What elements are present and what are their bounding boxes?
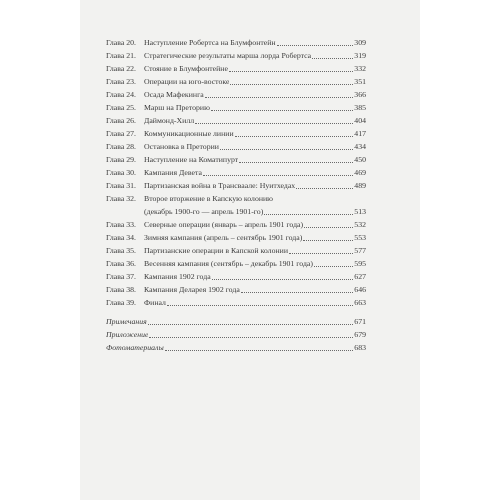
dot-leader <box>235 136 354 137</box>
dot-leader <box>296 188 353 189</box>
page-number: 404 <box>354 116 366 125</box>
page-number: 332 <box>354 64 366 73</box>
page-number: 577 <box>354 246 366 255</box>
toc-entry-ch36 <box>106 257 366 270</box>
dot-leader <box>195 123 353 124</box>
chapter-title: Весенняя кампания (сентябрь – декабрь 1901 года) <box>144 259 313 268</box>
dot-leader <box>229 71 353 72</box>
dot-leader <box>149 337 353 338</box>
chapter-number: Глава 37. <box>106 272 137 281</box>
dot-leader <box>239 162 353 163</box>
chapter-number: Глава 29. <box>106 155 137 164</box>
page-number: 469 <box>354 168 366 177</box>
page-number: 663 <box>354 298 366 307</box>
dot-leader <box>314 266 353 267</box>
toc-entry-ch23 <box>106 75 366 88</box>
page-number: 366 <box>354 90 366 99</box>
page-number: 671 <box>354 317 366 326</box>
toc-entry-ch38 <box>106 283 366 296</box>
page-number: 646 <box>354 285 366 294</box>
toc-entry-ch32-line1 <box>106 192 366 205</box>
dot-leader <box>203 175 353 176</box>
toc-entry-ch29 <box>106 153 366 166</box>
chapter-number: Глава 28. <box>106 142 137 151</box>
page-number: 627 <box>354 272 366 281</box>
chapter-number: Глава 35. <box>106 246 137 255</box>
toc-entry-ch32-line2 <box>106 205 366 218</box>
dot-leader <box>304 227 353 228</box>
chapter-title: Зимняя кампания (апрель – сентябрь 1901 года) <box>144 233 303 242</box>
page-number: 595 <box>354 259 366 268</box>
dot-leader <box>205 97 354 98</box>
chapter-number: Глава 31. <box>106 181 137 190</box>
toc-entry-photos <box>106 341 366 354</box>
chapter-number: Глава 23. <box>106 77 137 86</box>
dot-leader <box>220 149 353 150</box>
page-number: 434 <box>354 142 366 151</box>
toc-entry-ch39 <box>106 296 366 309</box>
book-page <box>80 0 420 500</box>
chapter-title: Партизанские операции в Капской колонии <box>144 246 288 255</box>
toc-entry-notes <box>106 315 366 328</box>
chapter-number: Глава 20. <box>106 38 137 47</box>
page-number: 679 <box>354 330 366 339</box>
chapter-number: Глава 39. <box>106 298 137 307</box>
page-number: 683 <box>354 343 366 352</box>
page-number: 513 <box>354 207 366 216</box>
page-number: 319 <box>354 51 366 60</box>
table-of-contents <box>106 36 366 354</box>
chapter-number: Глава 27. <box>106 129 137 138</box>
toc-entry-ch21 <box>106 49 366 62</box>
back-matter-title: Приложение <box>106 330 149 339</box>
chapter-title: Кампания Деларея 1902 года <box>144 285 240 294</box>
chapter-title: Стратегические результаты марша лорда Робертса <box>144 51 312 60</box>
back-matter-title: Примечания <box>106 317 147 326</box>
chapter-title: Марш на Преторию <box>144 103 210 112</box>
chapter-number: Глава 22. <box>106 64 137 73</box>
dot-leader <box>230 84 353 85</box>
page-number: 309 <box>354 38 366 47</box>
chapter-title: Даймонд-Хилл <box>144 116 195 125</box>
dot-leader <box>241 292 354 293</box>
chapter-number: Глава 30. <box>106 168 137 177</box>
page-number: 450 <box>354 155 366 164</box>
chapter-title: Остановка в Претории <box>144 142 219 151</box>
dot-leader <box>212 279 354 280</box>
dot-leader <box>264 214 353 215</box>
chapter-title: Наступление на Коматипурт <box>144 155 239 164</box>
chapter-number: Глава 33. <box>106 220 137 229</box>
dot-leader <box>289 253 353 254</box>
dot-leader <box>312 58 353 59</box>
toc-entry-ch20 <box>106 36 366 49</box>
chapter-number: Глава 38. <box>106 285 137 294</box>
chapter-number: Глава 26. <box>106 116 137 125</box>
chapter-number: Глава 34. <box>106 233 137 242</box>
chapter-title: Коммуникационные линии <box>144 129 234 138</box>
chapter-number: Глава 21. <box>106 51 137 60</box>
dot-leader <box>167 305 353 306</box>
toc-entry-ch27 <box>106 127 366 140</box>
toc-entry-ch37 <box>106 270 366 283</box>
dot-leader <box>165 350 354 351</box>
back-matter-title: Фотоматериалы <box>106 343 164 352</box>
page-number: 351 <box>354 77 366 86</box>
page-number: 417 <box>354 129 366 138</box>
chapter-title: Второе вторжение в Капскую колонию <box>144 194 274 203</box>
toc-entry-ch26 <box>106 114 366 127</box>
toc-entry-ch24 <box>106 88 366 101</box>
chapter-number: Глава 25. <box>106 103 137 112</box>
toc-entry-ch30 <box>106 166 366 179</box>
chapter-title: Наступление Робертса на Блумфонтейн <box>144 38 276 47</box>
toc-entry-ch22 <box>106 62 366 75</box>
toc-entry-ch33 <box>106 218 366 231</box>
chapter-number: Глава 32. <box>106 194 137 203</box>
dot-leader <box>148 324 354 325</box>
chapter-number: Глава 24. <box>106 90 137 99</box>
chapter-title: Стояние в Блумфонтейне <box>144 64 228 73</box>
dot-leader <box>211 110 353 111</box>
chapter-title: Финал <box>144 298 166 307</box>
toc-entry-ch28 <box>106 140 366 153</box>
toc-entry-appendix <box>106 328 366 341</box>
dot-leader <box>277 45 354 46</box>
chapter-title: Осада Мафекинга <box>144 90 204 99</box>
page-number: 489 <box>354 181 366 190</box>
chapter-title: Северные операции (январь – апрель 1901 года) <box>144 220 304 229</box>
chapter-title-continuation: (декабрь 1900-го — апрель 1901-го) <box>144 207 264 216</box>
chapter-title: Кампания 1902 года <box>144 272 211 281</box>
toc-entry-ch25 <box>106 101 366 114</box>
toc-entry-ch31 <box>106 179 366 192</box>
page-number: 385 <box>354 103 366 112</box>
chapter-title: Кампания Девета <box>144 168 202 177</box>
dot-leader <box>303 240 353 241</box>
page-number: 553 <box>354 233 366 242</box>
toc-entry-ch35 <box>106 244 366 257</box>
chapter-number: Глава 36. <box>106 259 137 268</box>
toc-entry-ch34 <box>106 231 366 244</box>
chapter-title: Операции на юго-востоке <box>144 77 230 86</box>
chapter-title: Партизанская война в Трансваале: Нуитхедах <box>144 181 296 190</box>
page-number: 532 <box>354 220 366 229</box>
